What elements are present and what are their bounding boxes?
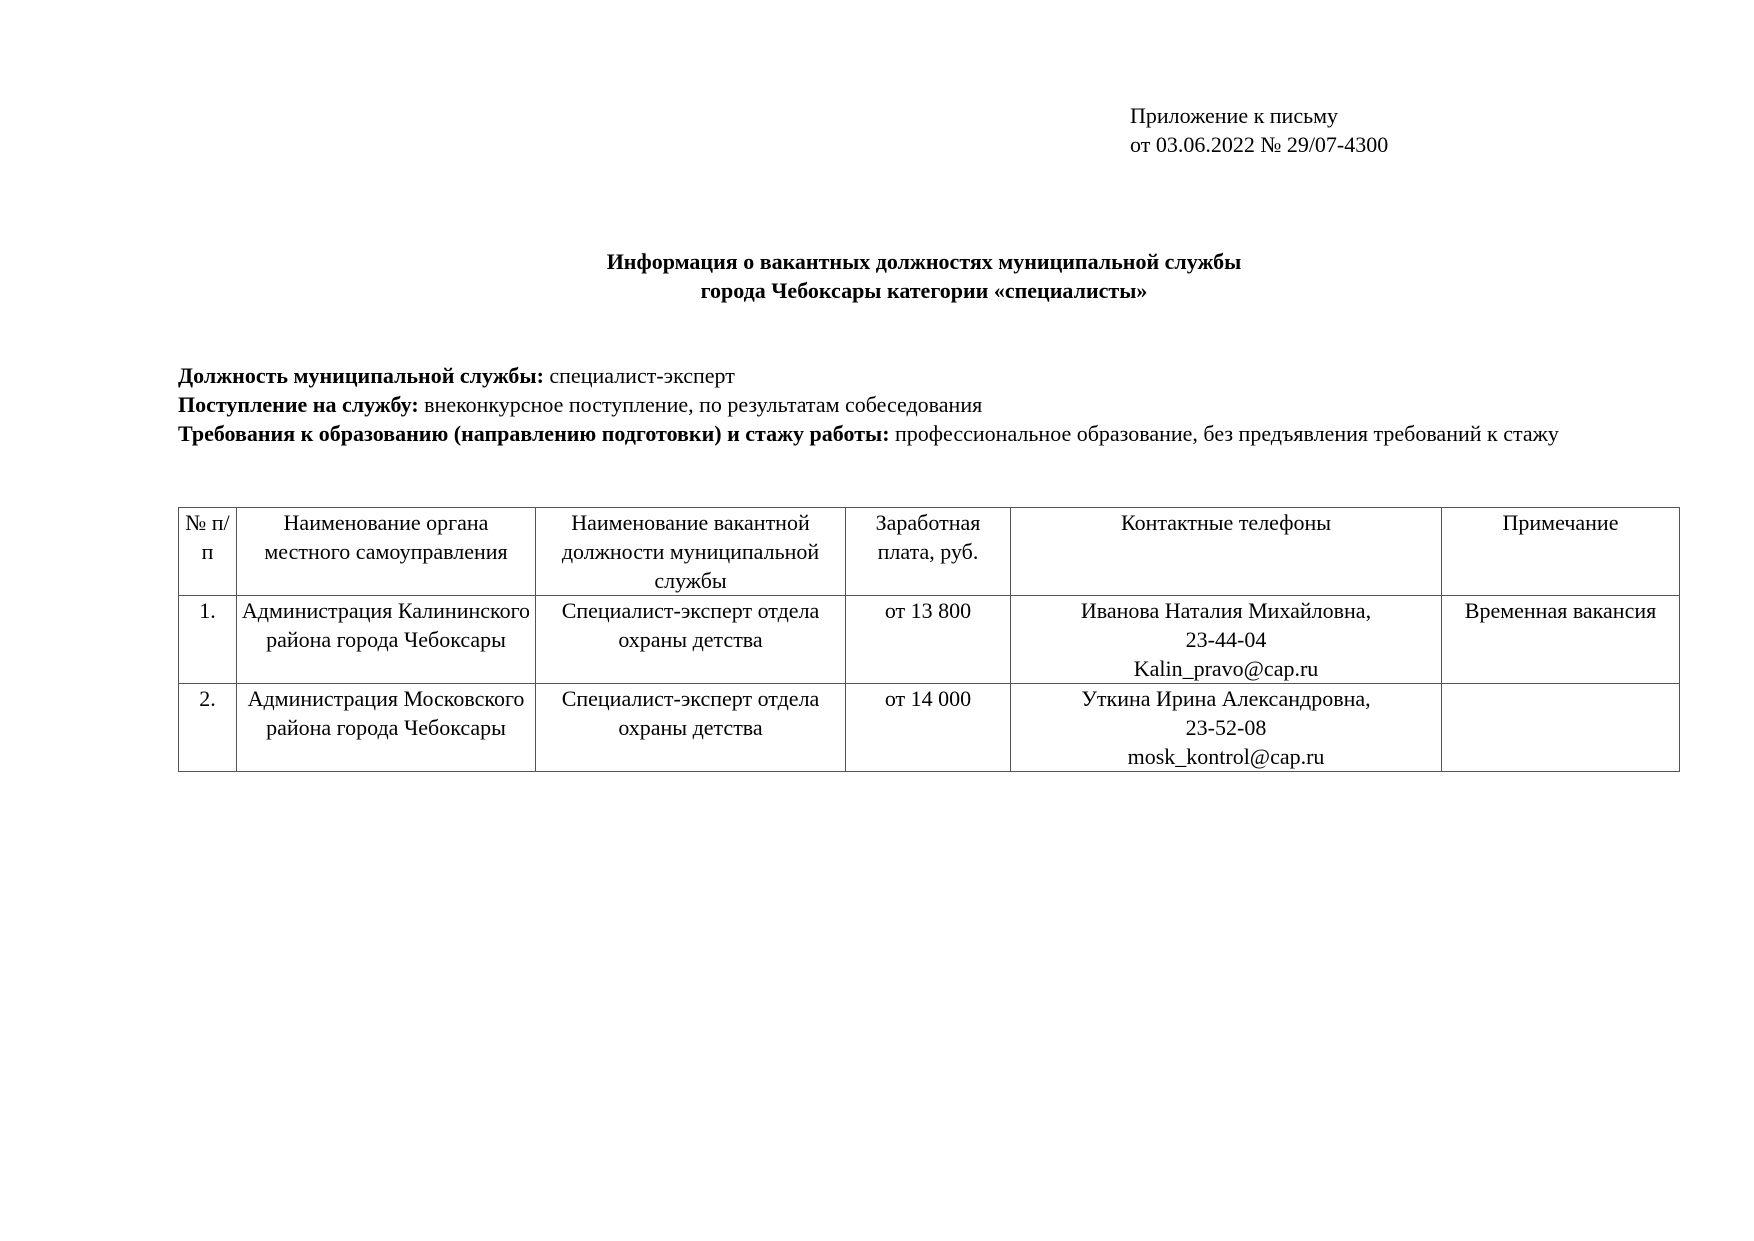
header-salary: Заработная плата, руб. (846, 508, 1011, 596)
contact-phone: 23-52-08 (1185, 715, 1267, 740)
cell-position: Специалист-эксперт отдела охраны детства (536, 596, 846, 684)
contact-email: mosk_kontrol@cap.ru (1127, 744, 1325, 769)
contact-name: Иванова Наталия Михайловна, (1080, 598, 1372, 623)
entry-info (178, 390, 1678, 419)
cell-contacts (1011, 596, 1442, 684)
table-row (179, 684, 1680, 772)
attachment-line-1: Приложение к письму (1130, 103, 1339, 128)
entry-label: Поступление на службу: (178, 392, 419, 417)
cell-position: Специалист-эксперт отдела охраны детства (536, 684, 846, 772)
contact-name: Уткина Ирина Александровна, (1081, 686, 1371, 711)
position-info (178, 361, 1678, 390)
requirements-info (178, 419, 1678, 448)
entry-value: внеконкурсное поступление, по результатам собеседования (418, 392, 983, 417)
vacancy-info (178, 361, 1678, 448)
document-title (0, 247, 1754, 305)
header-contacts: Контактные телефоны (1011, 508, 1442, 596)
position-label: Должность муниципальной службы: (178, 363, 544, 388)
attachment-reference (1130, 101, 1630, 159)
cell-salary: от 14 000 (846, 684, 1011, 772)
cell-salary: от 13 800 (846, 596, 1011, 684)
cell-contacts (1011, 684, 1442, 772)
requirements-value: профессиональное образование, без предъявления требований к стажу (889, 421, 1559, 446)
contact-phone: 23-44-04 (1185, 627, 1267, 652)
cell-number: 1. (179, 596, 237, 684)
contact-email: Kalin_pravo@cap.ru (1133, 656, 1319, 681)
position-value: специалист-эксперт (543, 363, 735, 388)
cell-number: 2. (179, 684, 237, 772)
attachment-line-2: от 03.06.2022 № 29/07-4300 (1130, 132, 1389, 157)
header-organization: Наименование органа местного самоуправления (237, 508, 536, 596)
header-number: № п/п (179, 508, 237, 596)
vacancies-table (178, 507, 1680, 772)
header-position: Наименование вакантной должности муниципальной службы (536, 508, 846, 596)
cell-organization: Администрация Калининского района города Чебоксары (237, 596, 536, 684)
header-note: Примечание (1442, 508, 1680, 596)
cell-organization: Администрация Московского района города Чебоксары (237, 684, 536, 772)
cell-note: Временная вакансия (1442, 596, 1680, 684)
title-line-1: Информация о вакантных должностях муниципальной службы (606, 249, 1242, 274)
table-header-row (179, 508, 1680, 596)
title-line-2: города Чебоксары категории «специалисты» (700, 278, 1148, 303)
requirements-label: Требования к образованию (направлению подготовки) и стажу работы: (178, 421, 890, 446)
table-row (179, 596, 1680, 684)
cell-note (1442, 684, 1680, 772)
